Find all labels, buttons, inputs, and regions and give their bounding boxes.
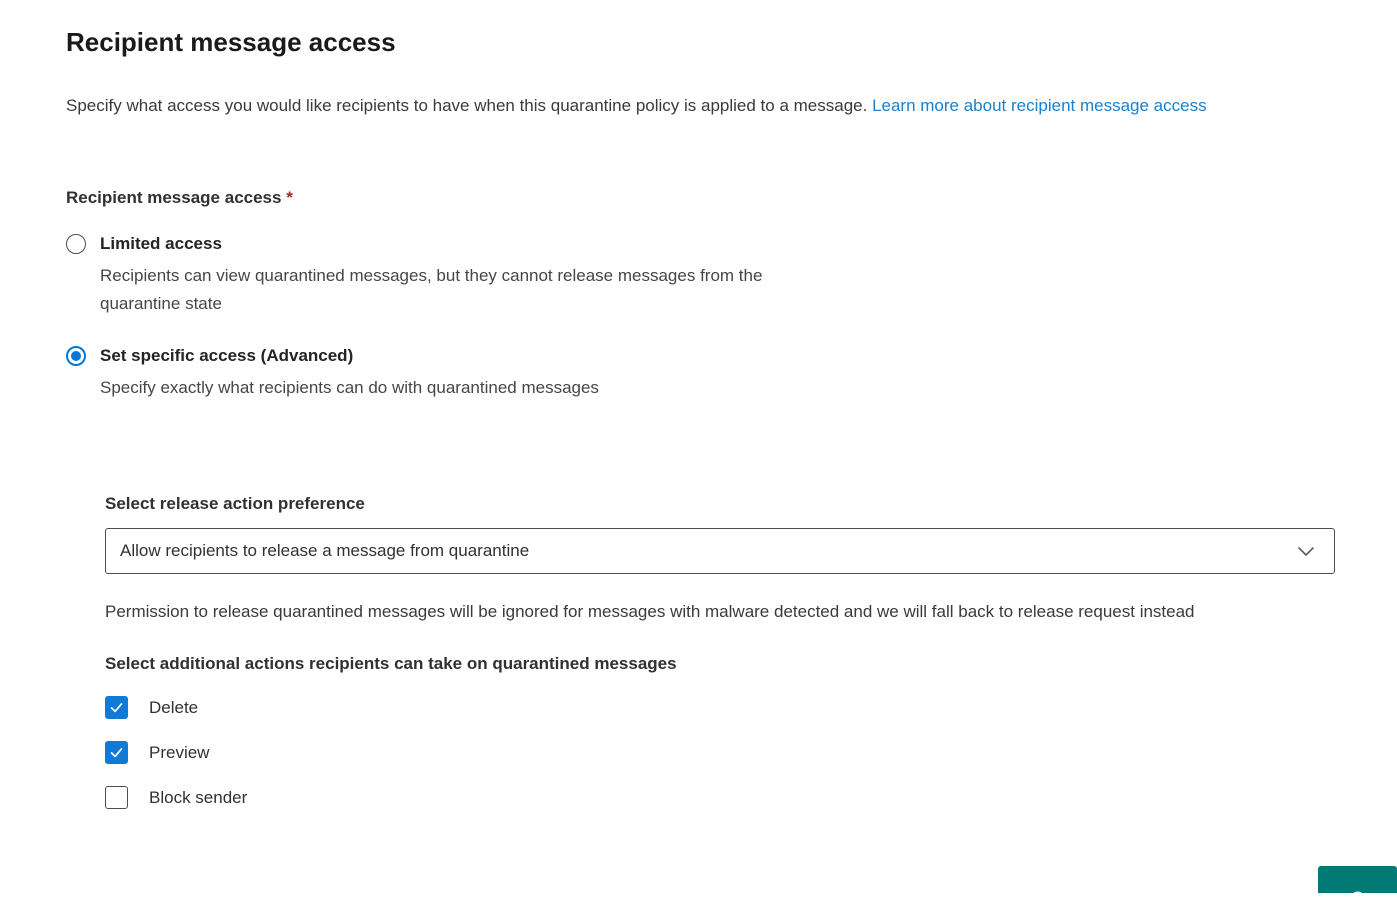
limited-access-label: Limited access <box>100 234 222 253</box>
advanced-options-section <box>105 492 1337 809</box>
limited-access-radio[interactable] <box>66 234 1337 254</box>
radio-option-limited-access <box>66 234 1337 318</box>
dropdown-selected-value: Allow recipients to release a message from quarantine <box>120 541 530 560</box>
intro-text: Specify what access you would like recipients to have when this quarantine policy is applied to a message. <box>66 96 873 115</box>
checkbox-label-preview: Preview <box>149 742 210 762</box>
checkbox-label-delete: Delete <box>149 697 199 717</box>
required-asterisk: * <box>286 188 293 207</box>
help-button[interactable] <box>1318 866 1397 912</box>
checkmark-icon <box>108 744 125 761</box>
additional-actions-checkbox-list <box>105 696 1337 809</box>
access-field-label: Recipient message access * <box>66 188 293 207</box>
checkbox-checked-icon[interactable] <box>105 741 128 764</box>
limited-access-description: Recipients can view quarantined messages, but they cannot release messages from the quarantine state <box>100 266 763 313</box>
checkbox-unchecked-icon[interactable] <box>105 786 128 809</box>
question-mark-icon: ? <box>1350 887 1365 912</box>
set-specific-access-radio[interactable] <box>66 346 1337 366</box>
radio-dot <box>71 351 81 361</box>
checkbox-row-preview[interactable] <box>105 741 1337 764</box>
release-preference-note: Permission to release quarantined messages will be ignored for messages with malware detected and we will fall back to release request instead <box>105 602 1195 621</box>
set-specific-access-description: Specify exactly what recipients can do with quarantined messages <box>100 378 599 397</box>
additional-actions-label: Select additional actions recipients can take on quarantined messages <box>105 654 677 673</box>
radio-unselected-icon[interactable] <box>66 234 86 254</box>
checkbox-row-delete[interactable] <box>105 696 1337 719</box>
radio-option-set-specific-access <box>66 346 1337 402</box>
chevron-down-icon <box>1298 547 1314 556</box>
release-preference-label: Select release action preference <box>105 494 365 513</box>
intro-paragraph <box>66 92 1266 120</box>
checkmark-icon <box>108 699 125 716</box>
access-radio-group <box>66 234 1337 402</box>
set-specific-access-label: Set specific access (Advanced) <box>100 346 354 365</box>
radio-selected-icon[interactable] <box>66 346 86 366</box>
release-preference-dropdown[interactable] <box>105 528 1335 574</box>
checkbox-checked-icon[interactable] <box>105 696 128 719</box>
checkbox-row-block-sender[interactable] <box>105 786 1337 809</box>
page-title: Recipient message access <box>66 27 396 57</box>
checkbox-label-block-sender: Block sender <box>149 787 248 807</box>
learn-more-link[interactable]: Learn more about recipient message access <box>872 96 1207 115</box>
